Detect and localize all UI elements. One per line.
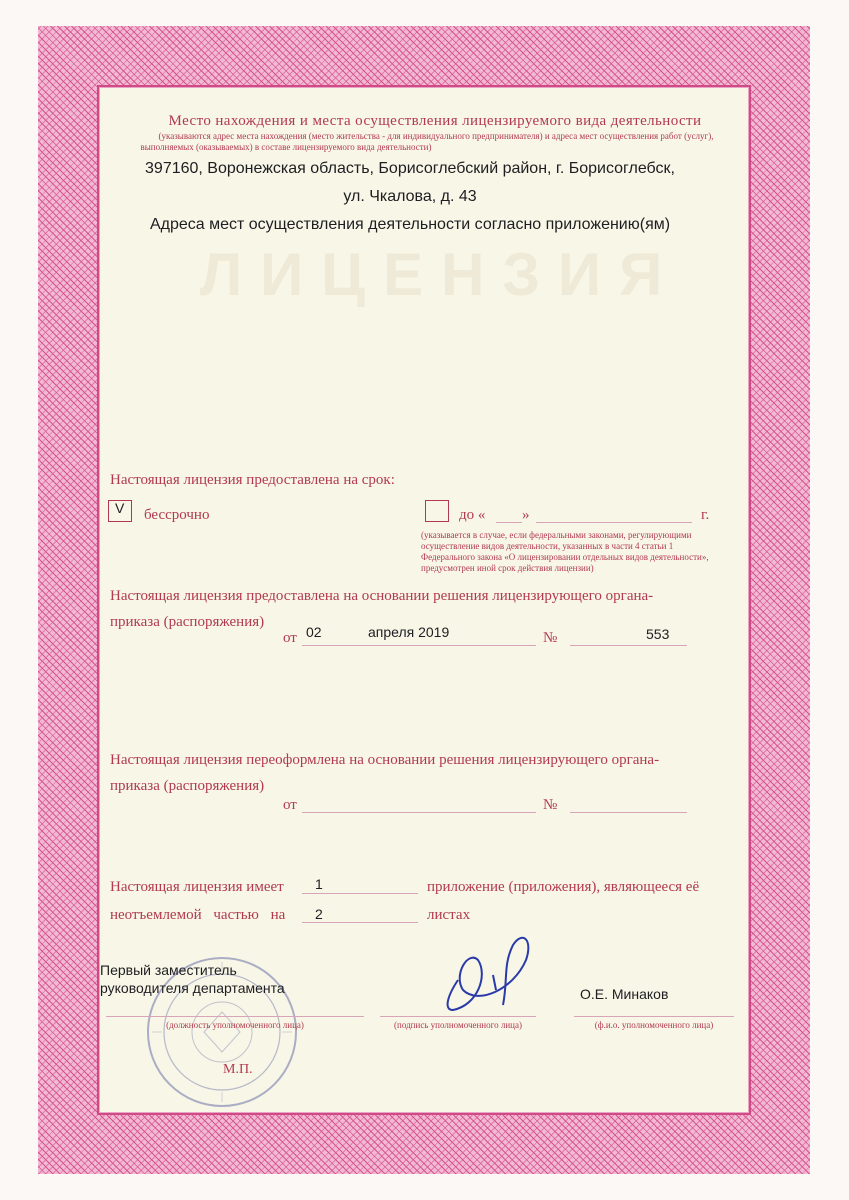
appendix-count: 1: [315, 876, 323, 892]
checkbox-mark: V: [115, 500, 125, 516]
until-note-line3: Федерального закона «О лицензировании отдельных видов деятельности»,: [421, 552, 709, 562]
until-year-suffix: г.: [701, 507, 710, 523]
basis-from-label: от: [283, 630, 297, 646]
appendix-line2-prefix: неотъемлемой частью на: [110, 907, 286, 923]
location-heading: Место нахождения и места осуществления лицензируемого вида деятельности: [168, 113, 702, 129]
appendix-count-line: [302, 893, 418, 894]
signature-line: [380, 1016, 536, 1017]
reissue-date-line: [302, 812, 536, 813]
position-line2: руководителя департамента: [100, 980, 285, 996]
reissue-line1: Настоящая лицензия переоформлена на основании решения лицензирующего органа-: [110, 752, 660, 768]
indefinite-checkbox: [108, 500, 132, 522]
until-checkbox: [425, 500, 449, 522]
reissue-number-line: [570, 812, 687, 813]
until-label: до «: [459, 507, 486, 523]
stamp-mark: М.П.: [223, 1062, 253, 1077]
handwritten-signature-icon: [418, 920, 568, 1030]
location-note-line1: (указываются адрес места нахождения (место жительства - для индивидуального предпринимателя) и адреса мест осуществления работ (услуг),: [158, 131, 714, 141]
location-note-line2: выполняемых (оказываемых) в составе лицензируемого вида деятельности): [140, 142, 432, 152]
position-line: [106, 1016, 364, 1017]
appendix-line1-suffix: приложение (приложения), являющееся её: [427, 879, 700, 895]
until-note-line1: (указывается в случае, если федеральными законами, регулирующими: [421, 530, 692, 540]
name-caption: (ф.и.о. уполномоченного лица): [594, 1020, 714, 1030]
basis-line2: приказа (распоряжения): [110, 614, 265, 630]
reissue-number-label: №: [543, 797, 558, 813]
basis-date-line: [302, 645, 536, 646]
term-label: Настоящая лицензия предоставлена на срок:: [110, 472, 395, 488]
appendix-line2-suffix: листах: [427, 907, 471, 923]
basis-line1: Настоящая лицензия предоставлена на основании решения лицензирующего органа-: [110, 588, 654, 604]
indefinite-label: бессрочно: [144, 507, 210, 523]
address-line1: 397160, Воронежская область, Борисоглебский район, г. Борисоглебск,: [145, 160, 675, 177]
addresses-note: Адреса мест осуществления деятельности согласно приложению(ям): [149, 216, 671, 233]
until-mid: »: [522, 507, 530, 523]
until-note-line2: осуществление видов деятельности, указанных в части 4 статьи 1: [421, 541, 674, 551]
signer-name: О.Е. Минаков: [580, 986, 669, 1002]
until-day-line: [496, 522, 522, 523]
reissue-line2: приказа (распоряжения): [110, 778, 265, 794]
basis-number: 553: [646, 626, 670, 642]
until-note-line4: предусмотрен иной срок действия лицензии): [421, 563, 594, 573]
basis-day: 02: [306, 624, 322, 640]
position-line1: Первый заместитель: [100, 962, 237, 978]
basis-month-year: апреля 2019: [368, 624, 450, 640]
appendix-sheets: 2: [315, 906, 323, 922]
reissue-from-label: от: [283, 797, 297, 813]
appendix-sheets-line: [302, 922, 418, 923]
appendix-line1-prefix: Настоящая лицензия имеет: [110, 879, 284, 895]
basis-number-line: [570, 645, 687, 646]
basis-number-label: №: [543, 630, 558, 646]
address-line2: ул. Чкалова, д. 43: [343, 188, 477, 205]
watermark-pattern: ЛИЦЕНЗИЯ: [200, 241, 681, 308]
until-date-line: [536, 522, 692, 523]
position-caption: (должность уполномоченного лица): [166, 1020, 304, 1030]
signature-caption: (подпись уполномоченного лица): [394, 1020, 522, 1030]
name-line: [574, 1016, 734, 1017]
